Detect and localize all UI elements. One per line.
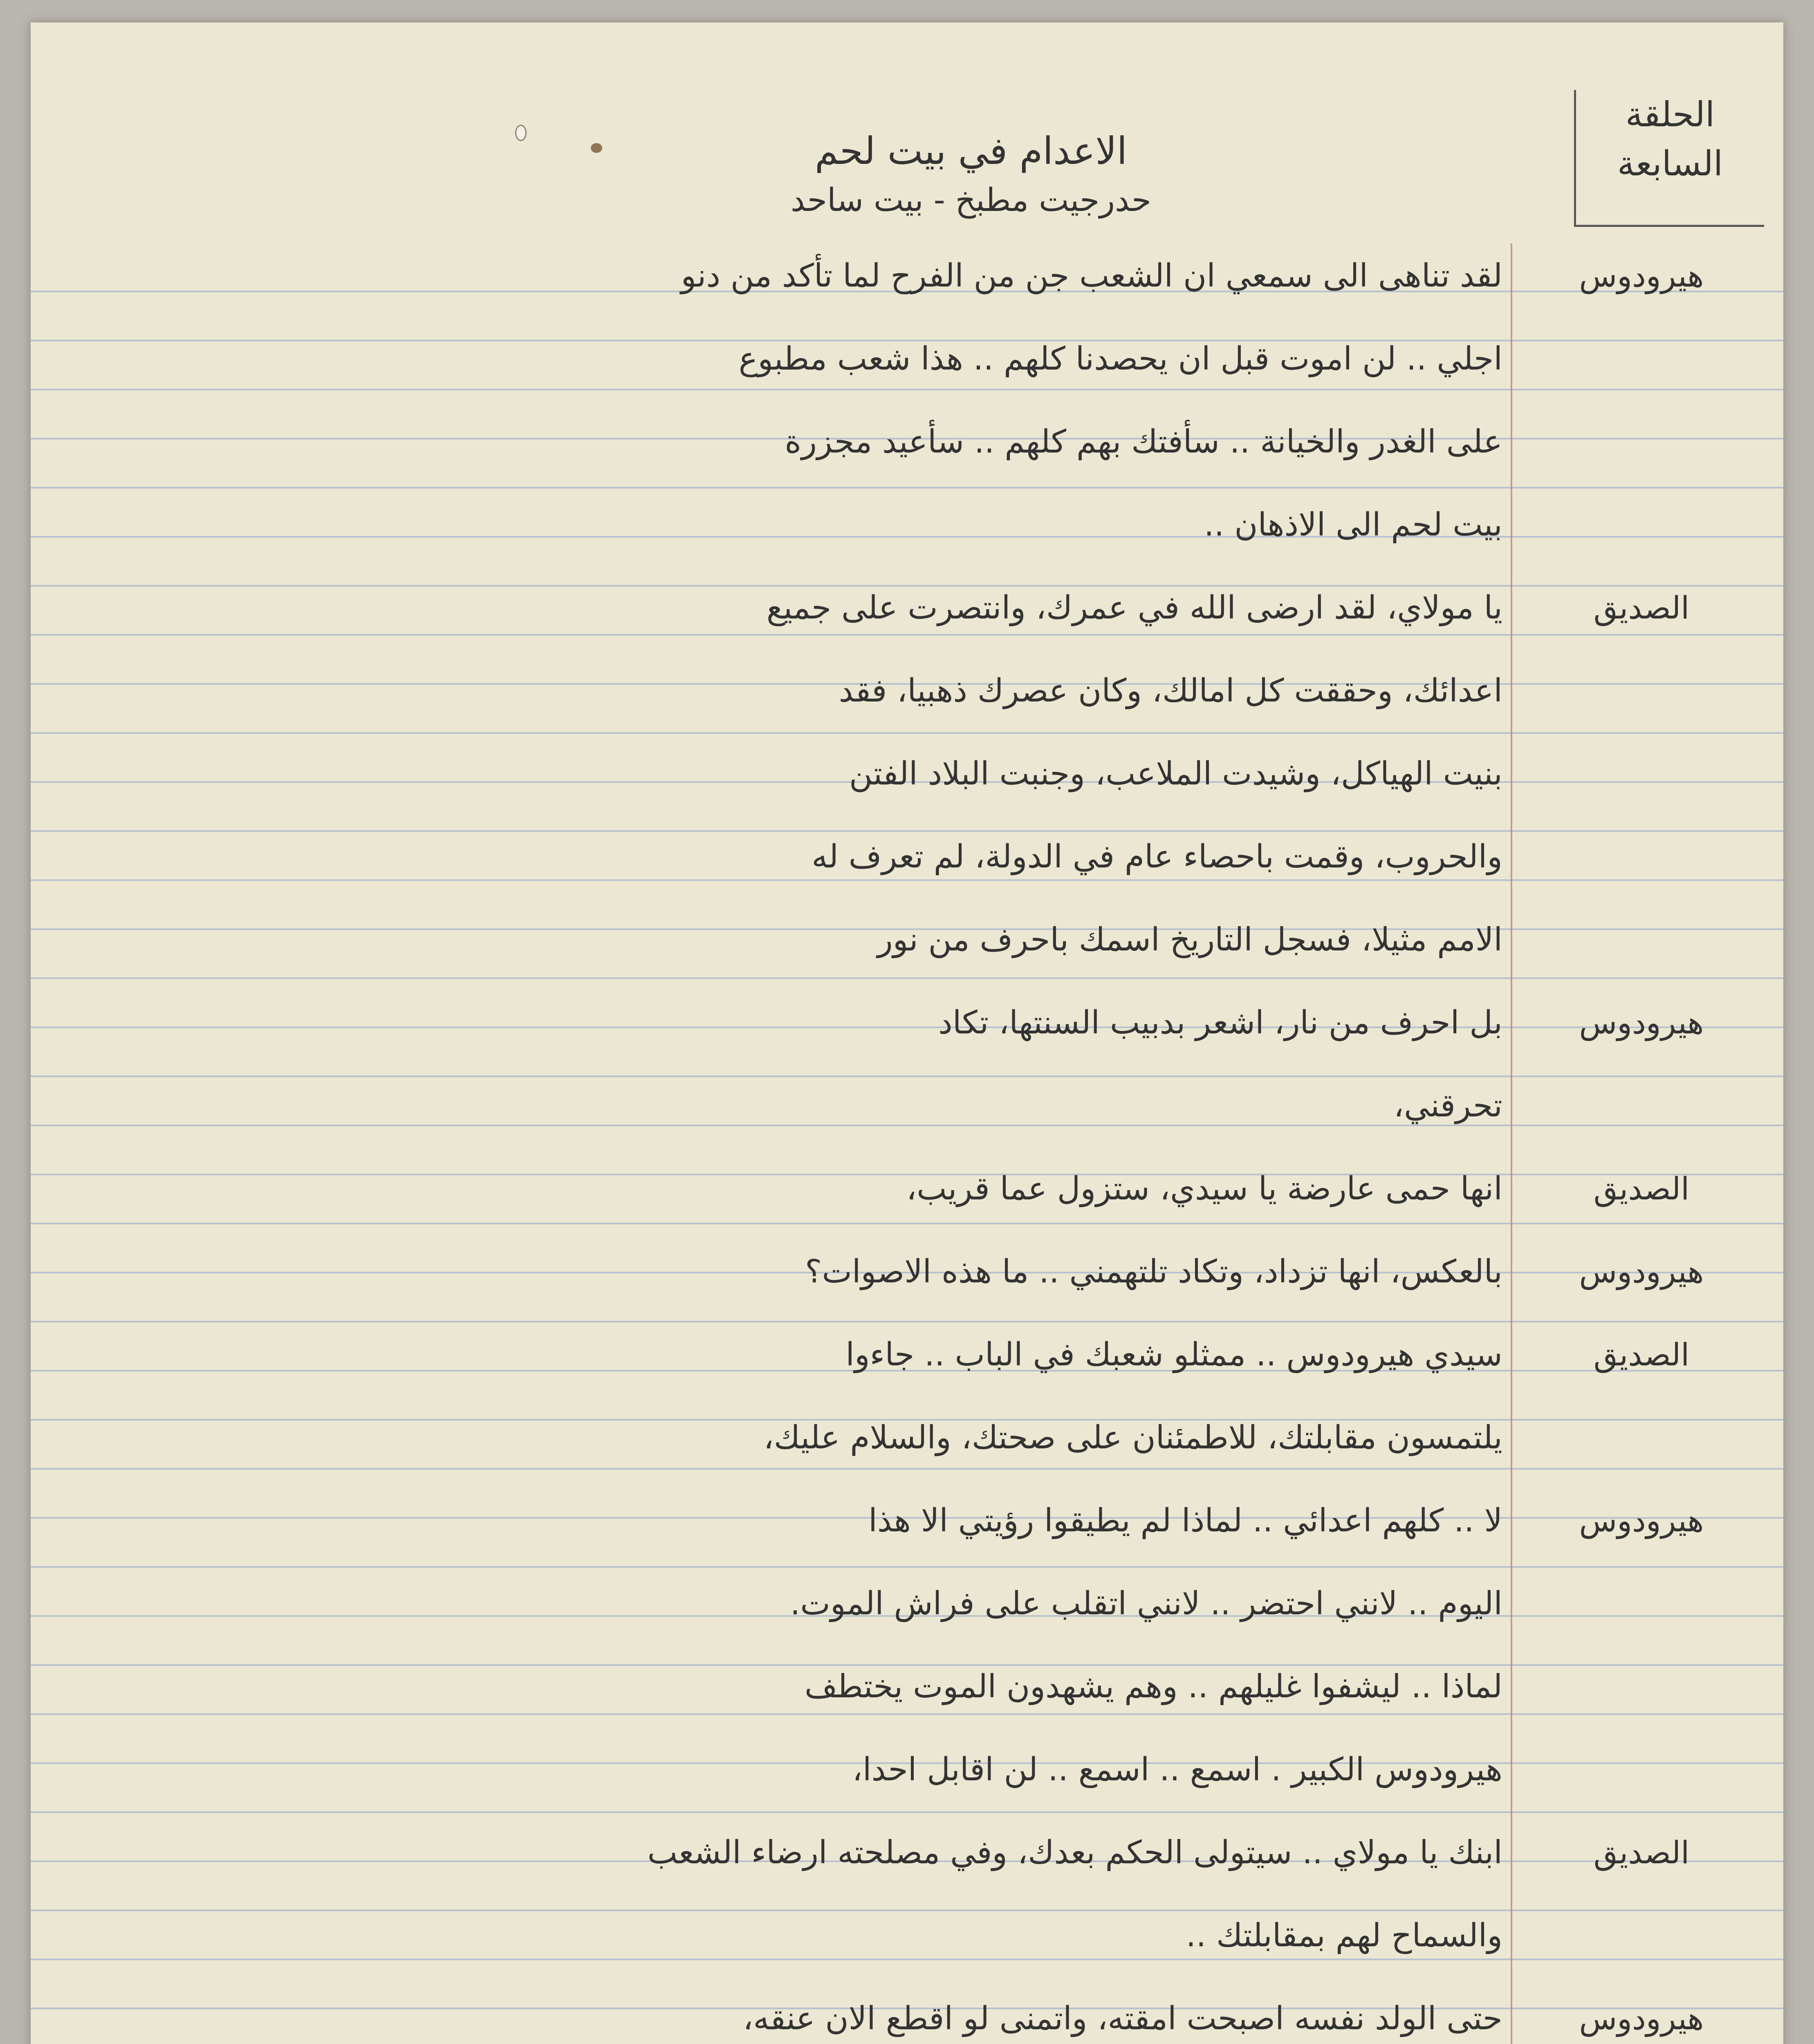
- dialogue-text: بنيت الهياكل، وشيدت الملاعب، وجنبت البلاد الفتن: [849, 755, 1502, 792]
- script-line: [31, 1662, 1783, 1711]
- speaker-name: الصديق: [1593, 1336, 1690, 1373]
- speaker-name: هيرودوس: [1579, 1004, 1704, 1041]
- dialogue-text: بالعكس، انها تزداد، وتكاد تلتهمني .. ما هذه الاصوات؟: [805, 1253, 1502, 1290]
- script-line: [31, 1579, 1783, 1628]
- speaker-name: هيرودوس: [1579, 258, 1704, 294]
- episode-label: [1574, 90, 1764, 227]
- dialogue-text: لقد تناهى الى سمعي ان الشعب جن من الفرح لما تأكد من دنو: [681, 258, 1502, 294]
- script-line: [31, 915, 1783, 964]
- title-line-2: حدرجيت مطبخ - بيت ساحد: [790, 182, 1152, 219]
- script-line: [31, 334, 1783, 383]
- script-line: [31, 583, 1783, 632]
- speaker-name: هيرودوس: [1579, 1502, 1704, 1539]
- script-line: [31, 417, 1783, 466]
- script-line: [31, 1496, 1783, 1545]
- episode-label-line1: الحلقة: [1625, 94, 1715, 134]
- script-line: [31, 998, 1783, 1047]
- dialogue-text: حتى الولد نفسه اصبحت امقته، واتمنى لو اقطع الان عنقه،: [743, 2000, 1502, 2037]
- dialogue-text: والسماح لهم بمقابلتك ..: [1186, 1917, 1502, 1954]
- dialogue-text: يا مولاي، لقد ارضى الله في عمرك، وانتصرت على جميع: [766, 589, 1502, 626]
- script-line: [31, 1330, 1783, 1379]
- ink-spot: [591, 143, 602, 153]
- dialogue-text: لماذا .. ليشفوا غليلهم .. وهم يشهدون الموت يختطف: [804, 1668, 1502, 1705]
- dialogue-text: يلتمسون مقابلتك، للاطمئنان على صحتك، والسلام عليك،: [763, 1419, 1502, 1456]
- dialogue-text: ابنك يا مولاي .. سيتولى الحكم بعدك، وفي مصلحته ارضاء الشعب: [647, 1834, 1502, 1871]
- script-line: [31, 832, 1783, 881]
- script-line: [31, 1745, 1783, 1794]
- script-line: [31, 1994, 1783, 2043]
- script-line: [31, 1164, 1783, 1213]
- speaker-name: هيرودوس: [1579, 1253, 1704, 1290]
- page-title: [623, 125, 1318, 223]
- speaker-name: الصديق: [1593, 1170, 1690, 1207]
- title-line-1: الاعدام في بيت لحم: [814, 129, 1128, 173]
- script-line: [31, 1247, 1783, 1296]
- dialogue-text: الامم مثيلا، فسجل التاريخ اسمك باحرف من نور: [877, 921, 1502, 958]
- script-line: [31, 749, 1783, 798]
- punch-hole: [515, 125, 527, 141]
- dialogue-text: تحرقني،: [1393, 1087, 1502, 1124]
- dialogue-text: اجلي .. لن اموت قبل ان يحصدنا كلهم .. هذا شعب مطبوع: [738, 341, 1502, 377]
- script-line: [31, 500, 1783, 549]
- dialogue-text: لا .. كلهم اعدائي .. لماذا لم يطيقوا رؤيتي الا هذا: [868, 1502, 1502, 1539]
- dialogue-text: اعدائك، وحققت كل امالك، وكان عصرك ذهبيا، فقد: [839, 672, 1502, 709]
- script-line: [31, 251, 1783, 300]
- dialogue-text: بيت لحم الى الاذهان ..: [1204, 507, 1502, 543]
- dialogue-text: هيرودوس الكبير . اسمع .. اسمع .. لن اقابل احدا،: [852, 1751, 1502, 1788]
- dialogue-text: على الغدر والخيانة .. سأفتك بهم كلهم .. سأعيد مجزرة: [785, 424, 1502, 460]
- speaker-name: الصديق: [1593, 1834, 1690, 1871]
- dialogue-text: والحروب، وقمت باحصاء عام في الدولة، لم تعرف له: [812, 838, 1502, 875]
- manuscript-page: [31, 22, 1783, 2044]
- dialogue-text: بل احرف من نار، اشعر بدبيب السنتها، تكاد: [938, 1004, 1502, 1041]
- script-line: [31, 1081, 1783, 1130]
- episode-label-line2: السابعة: [1617, 143, 1723, 184]
- dialogue-text: انها حمى عارضة يا سيدي، ستزول عما قريب،: [906, 1170, 1502, 1207]
- dialogue-text: سيدي هيرودوس .. ممثلو شعبك في الباب .. جاءوا: [845, 1336, 1502, 1373]
- script-line: [31, 1911, 1783, 1960]
- speaker-name: الصديق: [1593, 589, 1690, 626]
- dialogue-text: اليوم .. لانني احتضر .. لانني اتقلب على فراش الموت.: [790, 1585, 1502, 1622]
- script-line: [31, 666, 1783, 715]
- script-line: [31, 1413, 1783, 1462]
- speaker-name: هيرودوس: [1579, 2000, 1704, 2037]
- script-line: [31, 1828, 1783, 1877]
